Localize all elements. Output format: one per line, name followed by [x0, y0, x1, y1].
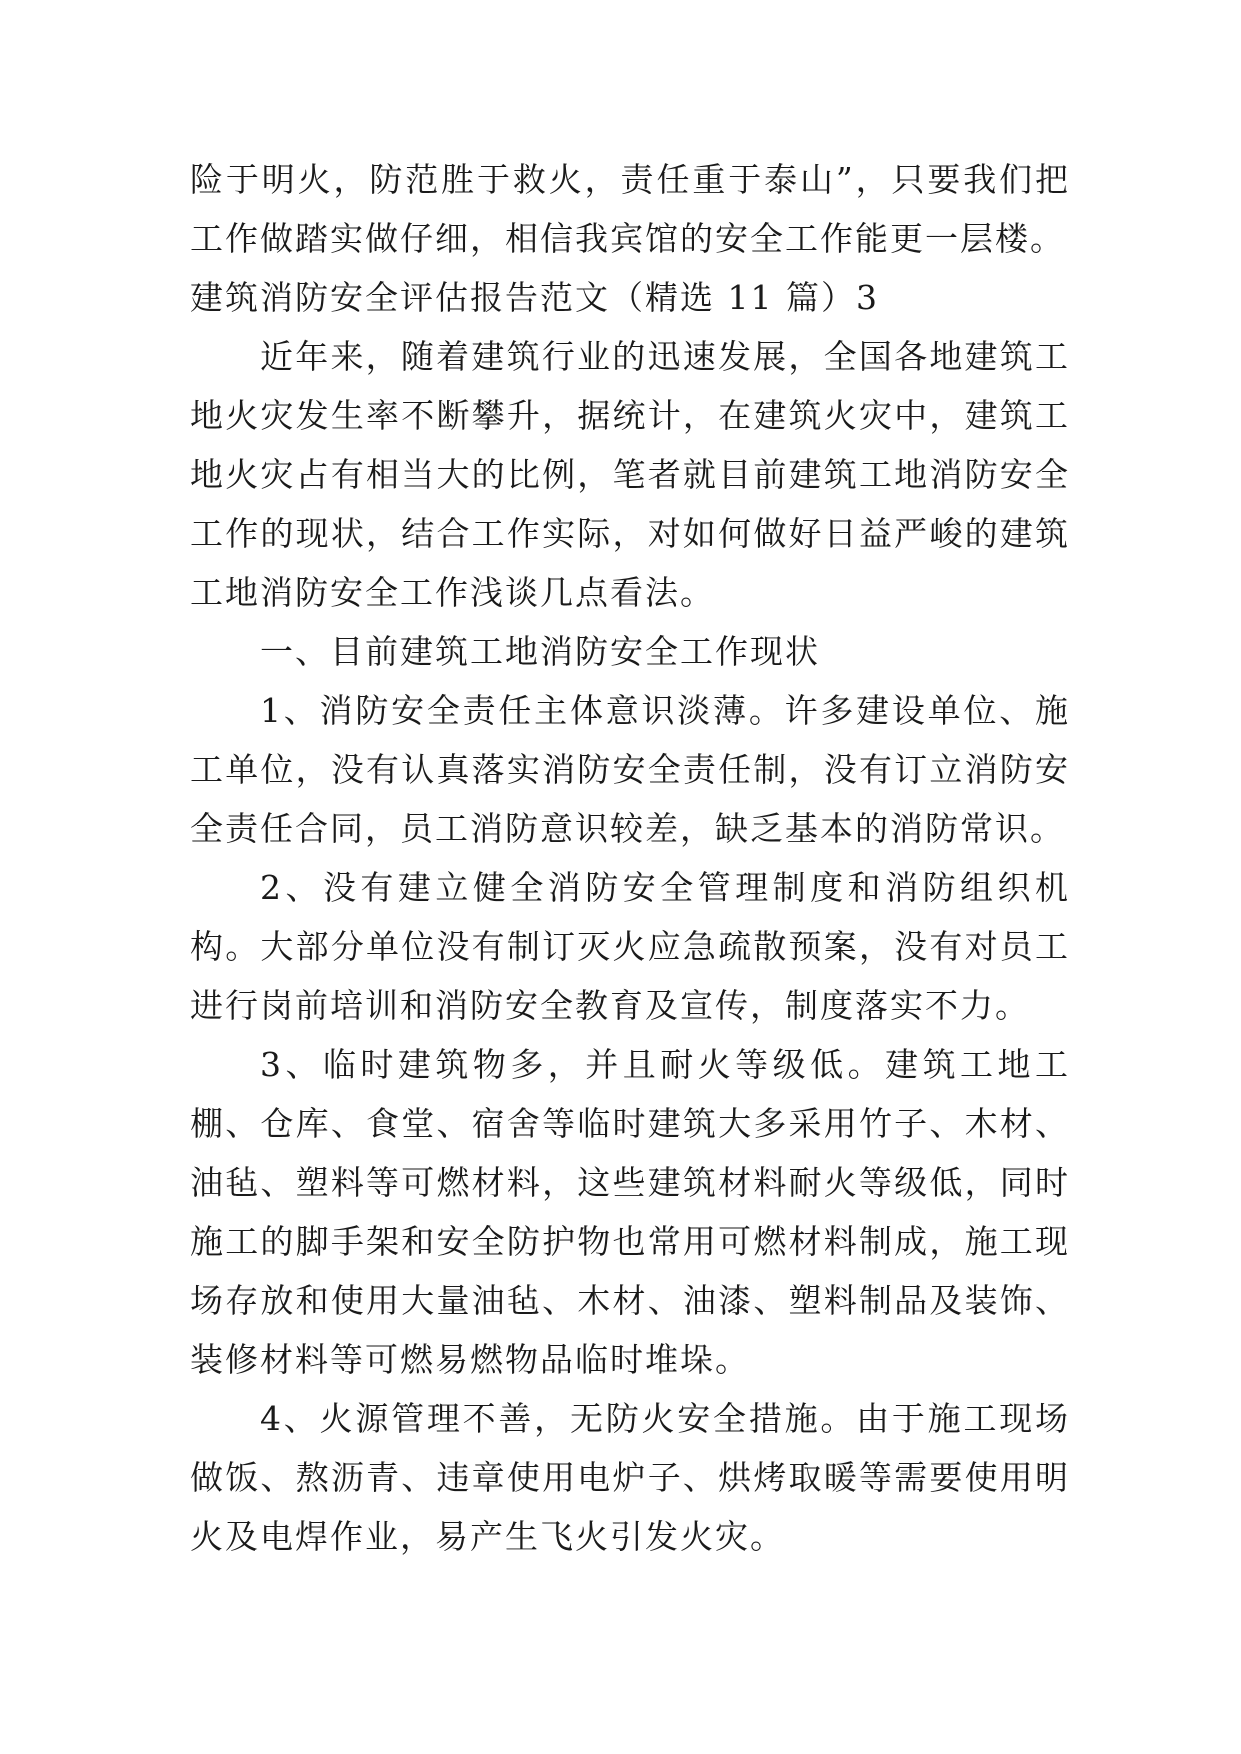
- paragraph-continuation: 险于明火，防范胜于救火，责任重于泰山”，只要我们把工作做踏实做仔细，相信我宾馆的安全工作能更一层楼。: [190, 160, 1070, 258]
- document-body: [190, 150, 1070, 1566]
- section-heading: 建筑消防安全评估报告范文（精选 11 篇）3: [190, 278, 879, 317]
- paragraph-item-2: 2、没有建立健全消防安全管理制度和消防组织机构。大部分单位没有制订灭火应急疏散预案，没有对员工进行岗前培训和消防安全教育及宣传，制度落实不力。: [190, 868, 1070, 1025]
- paragraph-item-1: 1、消防安全责任主体意识淡薄。许多建设单位、施工单位，没有认真落实消防安全责任制，没有订立消防安全责任合同，员工消防意识较差，缺乏基本的消防常识。: [190, 691, 1070, 848]
- paragraph-item-4: 4、火源管理不善，无防火安全措施。由于施工现场做饭、熬沥青、违章使用电炉子、烘烤取暖等需要使用明火及电焊作业，易产生飞火引发火灾。: [190, 1399, 1070, 1556]
- paragraph-item-3: 3、临时建筑物多，并且耐火等级低。建筑工地工棚、仓库、食堂、宿舍等临时建筑大多采用竹子、木材、油毡、塑料等可燃材料，这些建筑材料耐火等级低，同时施工的脚手架和安全防护物也常用可燃材料制成，施工现场存放和使用大量油毡、木材、油漆、塑料制品及装饰、装修材料等可燃易燃物品临时堆垛。: [190, 1045, 1070, 1379]
- subheading-current-status: 一、目前建筑工地消防安全工作现状: [260, 632, 820, 671]
- paragraph-intro: 近年来，随着建筑行业的迅速发展，全国各地建筑工地火灾发生率不断攀升，据统计，在建筑火灾中，建筑工地火灾占有相当大的比例，笔者就目前建筑工地消防安全工作的现状，结合工作实际，对如何做好日益严峻的建筑工地消防安全工作浅谈几点看法。: [190, 337, 1070, 612]
